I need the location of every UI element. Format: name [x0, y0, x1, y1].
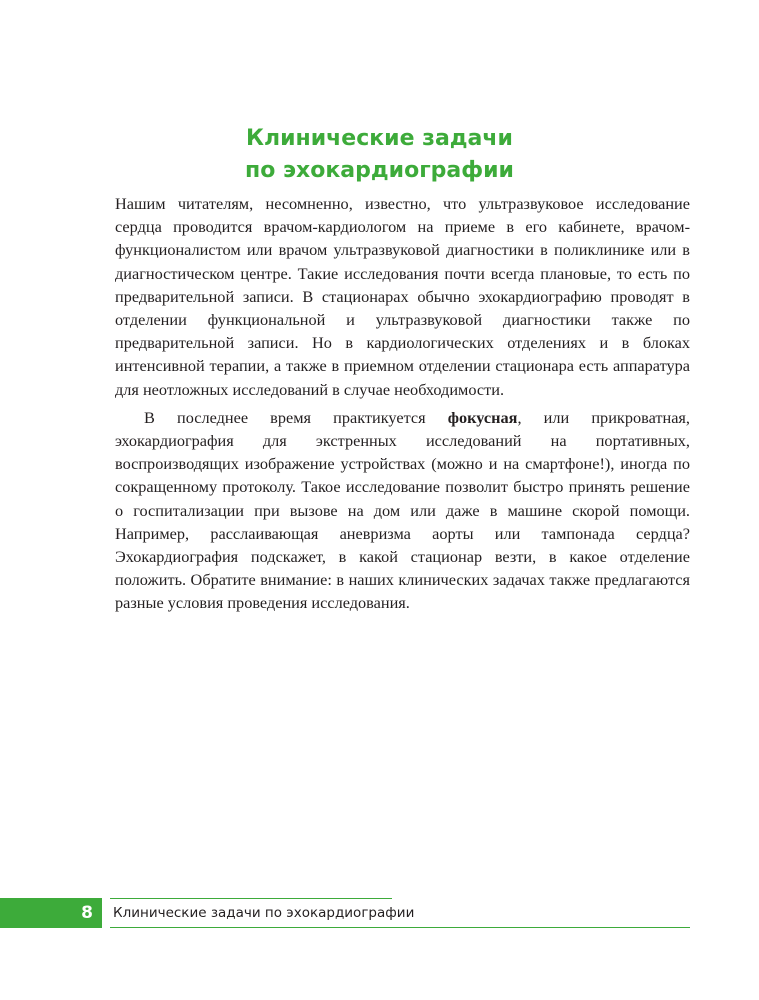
footer-rule-top: [110, 898, 392, 899]
page-title: [0, 123, 759, 187]
paragraph-2-bold-term: фокусная: [447, 407, 518, 427]
paragraph-2-rest: , или прикроватная, эхокардиография для экстренных исследований на портативных, воспроизводящих изображение устройствах (можно и на смартфоне!), иногда по сокращенному протоколу. Такое исследование позволит быстро принять решение о госпитализации при вызове на дом или даже в машине скорой помощи. Например, расслаивающая аневризма аорты или тампонада сердца? Эхокардиография подскажет, в какой стационар везти, в какое отделение положить. Обратите внимание: в наших клинических задачах также предлагаются разные условия проведения исследования.: [115, 407, 690, 613]
page-number: 8: [81, 903, 93, 923]
paragraph-2-start: В последнее время практикуется: [144, 407, 448, 427]
paragraph-1: Нашим читателям, несомненно, известно, что ультразвуковое исследование сердца проводится врачом-кардиологом на приеме в его кабинете, врачом-функционалистом или врачом ультразвуковой диагностики в поликлинике или в диагностическом центре. Такие исследования почти всегда плановые, то есть по предварительной записи. В стационарах обычно эхокардиографию проводят в отделении функциональной и ультразвуковой диагностики также по предварительной записи. Но в кардиологических отделениях и в блоках интенсивной терапии, а также в приемном отделении стационара есть аппаратура для неотложных исследований в случае необходимости.: [115, 194, 690, 399]
footer-running-title: Клинические задачи по эхокардиографии: [113, 905, 415, 921]
page-title-line-2: по эхокардиографии: [245, 157, 514, 183]
body-text: [115, 192, 690, 615]
footer-page-number-block: [0, 898, 102, 928]
page-title-line-1: Клинические задачи: [246, 125, 513, 151]
paragraph-2: [115, 406, 690, 615]
footer-rule-bottom: [110, 927, 690, 928]
